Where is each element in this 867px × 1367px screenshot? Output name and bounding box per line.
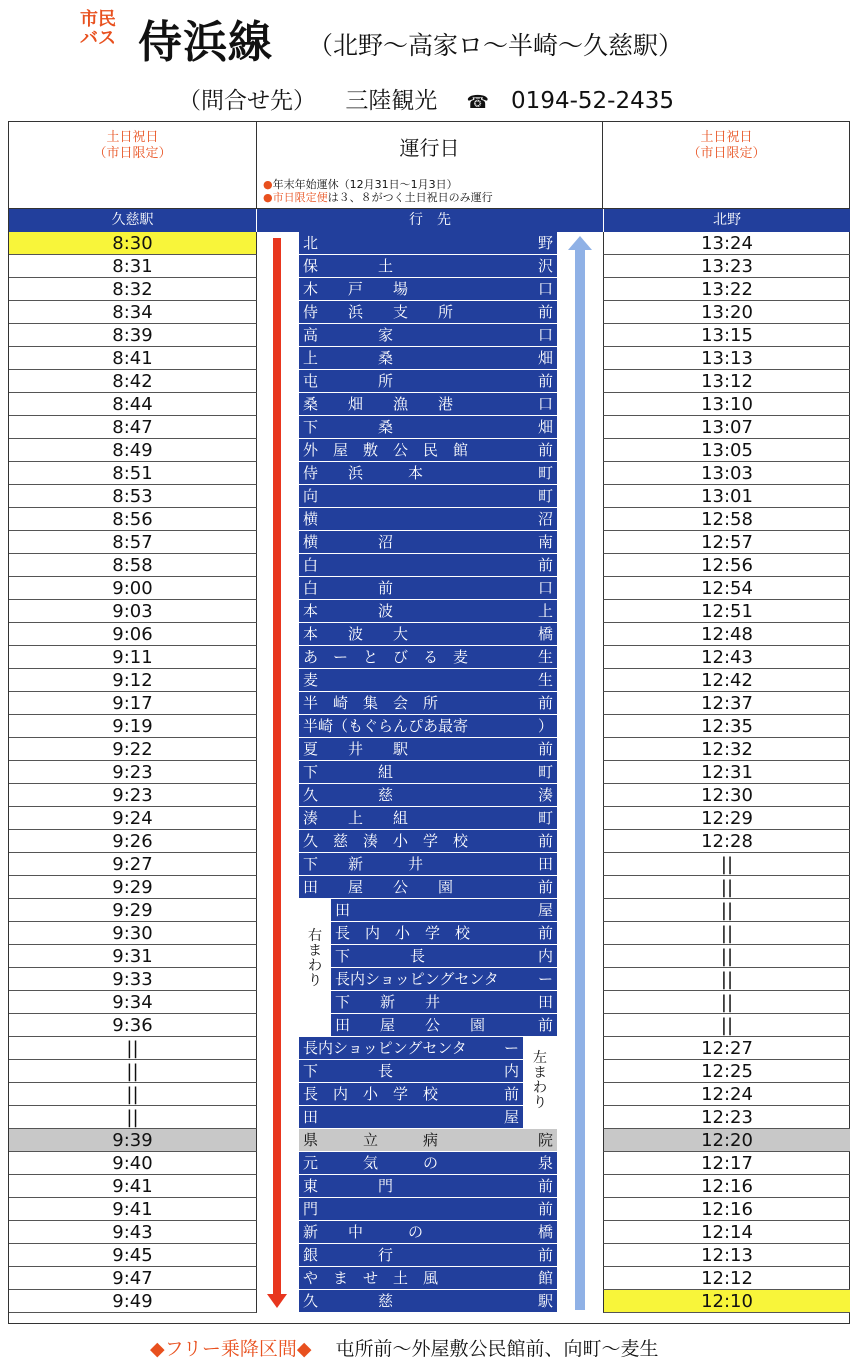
route-subtitle: （北野～高家ロ～半崎～久慈駅） [308, 31, 684, 60]
time-cell: 9:27 [9, 853, 257, 876]
time-cell: || [603, 1014, 850, 1037]
bus-stop-name-end: 口 [537, 579, 553, 597]
bus-stop-name-end: 口 [537, 280, 553, 298]
time-cell: 12:31 [603, 761, 850, 784]
bus-stop-name-end: 上 [537, 602, 553, 620]
time-cell: 9:00 [9, 577, 257, 600]
bus-stop-name: 侍 浜 支 所 [303, 303, 454, 321]
bus-stop-name-end: 内 [537, 947, 553, 965]
time-cell: 12:14 [603, 1221, 850, 1244]
bus-stop-name: 上 桑 [303, 349, 394, 367]
bus-stop-name-end: 前 [503, 1085, 519, 1103]
time-cell: 8:30 [9, 232, 257, 255]
bus-stop [299, 1129, 557, 1152]
bus-stop-name: 田 屋 公 園 [335, 1016, 486, 1034]
bus-stop [299, 784, 557, 807]
time-cell: 9:43 [9, 1221, 257, 1244]
time-cell: 12:56 [603, 554, 850, 577]
time-cell: 13:03 [603, 462, 850, 485]
right-day-note-limit: （市日限定） [687, 146, 766, 161]
up-direction-arrow [575, 250, 585, 1310]
bus-stop-name: 長 内 小 学 校 [303, 1085, 439, 1103]
bus-stop [299, 1267, 557, 1290]
bus-stop-name-end: 屋 [537, 901, 553, 919]
bus-stop-name-end: 田 [537, 855, 553, 873]
down-direction-arrow [273, 238, 281, 1296]
time-cell: 8:34 [9, 301, 257, 324]
logo-line-1: 市民 [80, 9, 116, 30]
bus-stop-name: 白 [303, 556, 319, 574]
time-cell: 13:01 [603, 485, 850, 508]
right-station-header: 北野 [603, 209, 850, 232]
bus-stop-name: 高 家 [303, 326, 394, 344]
time-cell: 9:06 [9, 623, 257, 646]
time-cell: 9:23 [9, 761, 257, 784]
time-cell: 9:33 [9, 968, 257, 991]
bus-stop-name-end: 口 [537, 395, 553, 413]
time-cell: 8:57 [9, 531, 257, 554]
bus-stop-name: 長 内 小 学 校 [335, 924, 471, 942]
time-cell: 8:42 [9, 370, 257, 393]
time-cell: 12:17 [603, 1152, 850, 1175]
bus-stop [331, 922, 557, 945]
bus-stop-name-end: 生 [537, 648, 553, 666]
bus-stop-name-end: 前 [537, 1246, 553, 1264]
bus-stop [299, 255, 557, 278]
left-column-header [9, 122, 257, 209]
bus-stop-name: 下 長 [303, 1062, 394, 1080]
bus-stop [299, 577, 557, 600]
destination-header: 行 先 [257, 209, 603, 232]
time-cell: || [603, 876, 850, 899]
bus-stop-name-end: 町 [537, 464, 553, 482]
bullet-icon: ● [263, 178, 273, 191]
bus-stop-name: 下 桑 [303, 418, 394, 436]
time-cell: 12:23 [603, 1106, 850, 1129]
left-day-note-limit: （市日限定） [93, 146, 172, 161]
time-cell: 12:54 [603, 577, 850, 600]
bus-stop-name-end: 前 [537, 556, 553, 574]
bus-stop [299, 1290, 557, 1313]
bus-stop [299, 669, 557, 692]
stop-list [299, 232, 557, 1313]
bus-stop [299, 1083, 523, 1106]
bus-stop-name-end: 町 [537, 487, 553, 505]
bus-stop-name: 長内ショッピングセンタ [303, 1039, 467, 1057]
time-cell: 12:13 [603, 1244, 850, 1267]
time-cell: 12:16 [603, 1198, 850, 1221]
bus-stop-name-end: 畑 [537, 418, 553, 436]
time-cell: || [603, 922, 850, 945]
bus-stop [299, 531, 557, 554]
time-cell: 8:39 [9, 324, 257, 347]
bus-stop [299, 623, 557, 646]
time-cell: 9:22 [9, 738, 257, 761]
contact-label: （問合せ先） [178, 88, 316, 114]
bus-stop-name: 半崎（もぐらんぴあ最寄 [303, 717, 469, 735]
bus-stop [331, 945, 557, 968]
time-cell: 9:36 [9, 1014, 257, 1037]
bullet-icon: ● [263, 191, 273, 204]
time-cell: 9:49 [9, 1290, 257, 1313]
time-cell: 8:31 [9, 255, 257, 278]
time-cell: 8:47 [9, 416, 257, 439]
bus-stop-name-end: 口 [537, 326, 553, 344]
bus-stop-name-end: 前 [537, 832, 553, 850]
time-cell: 8:56 [9, 508, 257, 531]
time-cell: 9:41 [9, 1198, 257, 1221]
bus-stop-name-end: 前 [537, 694, 553, 712]
bus-stop-name: 本 波 大 [303, 625, 409, 643]
bus-stop-name: 田 屋 公 園 [303, 878, 454, 896]
bus-stop [299, 715, 557, 738]
timetable [8, 121, 850, 1324]
bus-stop-name-end: 前 [537, 878, 553, 896]
bus-stop [299, 692, 557, 715]
time-cell: 9:26 [9, 830, 257, 853]
bus-stop [299, 807, 557, 830]
time-cell: 12:57 [603, 531, 850, 554]
time-cell: 9:41 [9, 1175, 257, 1198]
time-cell: 12:58 [603, 508, 850, 531]
contact-company: 三陸観光 [345, 88, 438, 114]
time-cell: 12:35 [603, 715, 850, 738]
bus-stop-name: 保 土 [303, 257, 394, 275]
bus-stop [299, 1244, 557, 1267]
time-cell: 12:43 [603, 646, 850, 669]
time-cell: 9:03 [9, 600, 257, 623]
bus-stop-name: 田 [303, 1108, 319, 1126]
time-cell: 9:29 [9, 876, 257, 899]
time-cell: 8:32 [9, 278, 257, 301]
bus-stop [299, 876, 557, 899]
bus-stop-name: 新 中 の [303, 1223, 424, 1241]
time-cell: 13:20 [603, 301, 850, 324]
bus-stop-name-end: 内 [503, 1062, 519, 1080]
right-day-note: 土日祝日 [700, 130, 753, 145]
time-cell: 9:45 [9, 1244, 257, 1267]
kitano-departure-times [603, 232, 850, 1313]
bus-stop-name-end: 館 [537, 1269, 553, 1287]
bus-stop-name: 下 長 [335, 947, 426, 965]
time-cell: 12:37 [603, 692, 850, 715]
time-cell: 13:13 [603, 347, 850, 370]
bus-stop [299, 301, 557, 324]
bus-stop-name: 久 慈 [303, 786, 394, 804]
bus-stop-name-end: 駅 [537, 1292, 553, 1310]
time-cell: 13:10 [603, 393, 850, 416]
bus-stop [331, 968, 557, 991]
bus-stop-name: あ ー と び る 麦 [303, 648, 469, 666]
bus-stop [299, 1221, 557, 1244]
bus-stop [331, 899, 557, 922]
time-cell: 9:39 [9, 1129, 257, 1152]
bus-stop-name-end: 町 [537, 763, 553, 781]
bus-stop-name: 麦 [303, 671, 319, 689]
bus-stop-name: 下 新 井 [303, 855, 424, 873]
free-boarding-label: ◆フリー乗降区間◆ [150, 1338, 312, 1360]
bus-stop-name: 半 崎 集 会 所 [303, 694, 439, 712]
time-cell: || [603, 968, 850, 991]
time-cell: 9:23 [9, 784, 257, 807]
time-cell: || [9, 1106, 257, 1129]
bus-stop-name: 田 [335, 901, 351, 919]
bus-stop-name-end: 田 [537, 993, 553, 1011]
free-boarding-text: 屯所前～外屋敷公民館前、向町～麦生 [335, 1338, 659, 1360]
time-cell: 9:47 [9, 1267, 257, 1290]
time-cell: 9:40 [9, 1152, 257, 1175]
right-column-header [603, 122, 850, 209]
time-cell: 13:22 [603, 278, 850, 301]
time-cell: || [9, 1037, 257, 1060]
time-cell: 8:53 [9, 485, 257, 508]
time-cell: 12:51 [603, 600, 850, 623]
bus-stop-name: 下 新 井 [335, 993, 441, 1011]
bus-stop-name-end: 前 [537, 1177, 553, 1195]
bus-stop-name: 門 [303, 1200, 319, 1218]
bus-stop-name-end: 生 [537, 671, 553, 689]
bus-stop [331, 1014, 557, 1037]
time-cell: 12:16 [603, 1175, 850, 1198]
time-cell: || [603, 991, 850, 1014]
route-title: 侍浜線 [138, 17, 273, 68]
time-cell: 8:51 [9, 462, 257, 485]
stop-list-area [257, 232, 603, 1324]
bus-stop [299, 508, 557, 531]
time-cell: 12:27 [603, 1037, 850, 1060]
bus-stop [299, 485, 557, 508]
bus-stop-name: 湊 上 組 [303, 809, 409, 827]
time-cell: 12:42 [603, 669, 850, 692]
time-cell: 9:29 [9, 899, 257, 922]
bus-stop [299, 1037, 523, 1060]
bus-stop-name: 県 立 病 [303, 1131, 439, 1149]
operation-notes [263, 178, 493, 204]
phone-number [467, 88, 696, 114]
time-cell: 13:23 [603, 255, 850, 278]
bus-stop-name: 外 屋 敷 公 民 館 [303, 441, 469, 459]
bus-stop-name: 横 沼 [303, 533, 394, 551]
time-cell: || [9, 1083, 257, 1106]
operation-days-header [257, 122, 603, 209]
bus-stop [299, 600, 557, 623]
time-cell: 12:30 [603, 784, 850, 807]
bus-stop [299, 232, 557, 255]
time-cell: || [603, 899, 850, 922]
time-cell: 8:58 [9, 554, 257, 577]
bus-stop [331, 991, 557, 1014]
bus-stop [299, 1152, 557, 1175]
bus-stop [299, 462, 557, 485]
time-cell: || [9, 1060, 257, 1083]
bus-stop-name: や ま せ 土 風 [303, 1269, 439, 1287]
bus-stop-name-end: 橋 [537, 1223, 553, 1241]
time-cell: 12:28 [603, 830, 850, 853]
time-cell: 12:12 [603, 1267, 850, 1290]
bus-stop [299, 1175, 557, 1198]
time-cell: 8:44 [9, 393, 257, 416]
bus-stop [299, 278, 557, 301]
bus-stop-name: 下 組 [303, 763, 394, 781]
operation-days-title: 運行日 [399, 136, 460, 160]
time-cell: 9:19 [9, 715, 257, 738]
bus-stop-name-end: 前 [537, 740, 553, 758]
bus-stop [299, 1106, 523, 1129]
contact-info [178, 82, 718, 115]
time-cell: 12:10 [603, 1290, 850, 1313]
kuji-departure-times [9, 232, 257, 1313]
time-cell: 8:49 [9, 439, 257, 462]
citizen-bus-logo [80, 10, 132, 48]
left-loop-label: 左 ま わ り [523, 1037, 557, 1129]
bus-stop-name-end: 前 [537, 1200, 553, 1218]
time-cell: 13:24 [603, 232, 850, 255]
left-station-header: 久慈駅 [9, 209, 257, 232]
left-day-note: 土日祝日 [106, 130, 159, 145]
bus-stop-name-end: ー [537, 970, 553, 988]
bus-stop [299, 1060, 523, 1083]
time-cell: 9:12 [9, 669, 257, 692]
phone-text: 0194-52-2435 [511, 88, 674, 114]
note-market-day-label: 市日限定便 [272, 191, 328, 204]
time-cell: 12:32 [603, 738, 850, 761]
time-cell: 9:17 [9, 692, 257, 715]
logo-line-2: バス [80, 28, 116, 49]
bus-stop [299, 646, 557, 669]
bus-stop-name: 白 前 [303, 579, 394, 597]
bus-stop [299, 853, 557, 876]
time-cell: || [603, 853, 850, 876]
note-new-year: 年末年始運休（12月31日～1月3日） [272, 178, 458, 191]
bus-stop-name-end: ） [537, 717, 553, 735]
bus-stop-name: 久 慈 [303, 1292, 394, 1310]
time-cell: 12:29 [603, 807, 850, 830]
phone-icon: ☎ [466, 92, 490, 113]
bus-stop-name-end: 泉 [537, 1154, 553, 1172]
bus-stop-name-end: 屋 [503, 1108, 519, 1126]
bus-stop-name-end: 湊 [537, 786, 553, 804]
time-cell: || [603, 945, 850, 968]
page-header [0, 0, 867, 118]
time-cell: 13:15 [603, 324, 850, 347]
bus-stop-name-end: 南 [537, 533, 553, 551]
bus-stop [299, 393, 557, 416]
bus-stop-name: 屯 所 [303, 372, 394, 390]
bus-stop-name-end: 沢 [537, 257, 553, 275]
bus-stop-name: 桑 畑 漁 港 [303, 395, 454, 413]
bus-stop [299, 370, 557, 393]
right-loop-label: 右 ま わ り [299, 899, 331, 1037]
time-cell: 9:24 [9, 807, 257, 830]
time-cell: 12:25 [603, 1060, 850, 1083]
time-cell: 9:11 [9, 646, 257, 669]
bus-stop-name-end: 町 [537, 809, 553, 827]
bus-stop-name: 横 [303, 510, 319, 528]
bus-stop-name-end: 野 [537, 234, 553, 252]
bus-stop-name: 侍 浜 本 [303, 464, 424, 482]
time-cell: 9:30 [9, 922, 257, 945]
free-boarding-info [150, 1334, 659, 1361]
bus-stop-name-end: 前 [537, 303, 553, 321]
time-cell: 13:07 [603, 416, 850, 439]
bus-stop-name: 長内ショッピングセンタ [335, 970, 499, 988]
time-cell: 13:05 [603, 439, 850, 462]
bus-stop [299, 738, 557, 761]
time-cell: 13:12 [603, 370, 850, 393]
bus-stop [299, 554, 557, 577]
bus-stop-name-end: 院 [537, 1131, 553, 1149]
bus-stop-name-end: 前 [537, 441, 553, 459]
bus-stop-name-end: 沼 [537, 510, 553, 528]
time-cell: 12:24 [603, 1083, 850, 1106]
bus-stop-name: 木 戸 場 [303, 280, 409, 298]
bus-stop-name: 銀 行 [303, 1246, 394, 1264]
bus-stop-name: 本 波 [303, 602, 394, 620]
bus-stop-name-end: 前 [537, 924, 553, 942]
time-cell: 12:20 [603, 1129, 850, 1152]
bus-stop-name-end: 畑 [537, 349, 553, 367]
bus-stop-name: 向 [303, 487, 319, 505]
bus-stop-name: 北 [303, 234, 319, 252]
bus-stop-name: 夏 井 駅 [303, 740, 409, 758]
bus-stop [299, 761, 557, 784]
bus-stop [299, 1198, 557, 1221]
bus-stop [299, 416, 557, 439]
bus-stop-name-end: 橋 [537, 625, 553, 643]
bus-stop-name-end: 前 [537, 1016, 553, 1034]
bus-stop-name: 東 門 [303, 1177, 394, 1195]
time-cell: 9:31 [9, 945, 257, 968]
bus-stop-name: 元 気 の [303, 1154, 439, 1172]
bus-stop-name-end: 前 [537, 372, 553, 390]
note-market-day-text: は３、８がつく土日祝日のみ運行 [327, 191, 493, 204]
time-cell: 9:34 [9, 991, 257, 1014]
bus-stop-name: 久 慈 湊 小 学 校 [303, 832, 469, 850]
time-cell: 8:41 [9, 347, 257, 370]
bus-stop [299, 324, 557, 347]
bus-stop-name-end: ー [503, 1039, 519, 1057]
time-cell: 12:48 [603, 623, 850, 646]
bus-stop [299, 830, 557, 853]
bus-stop [299, 439, 557, 462]
bus-stop [299, 347, 557, 370]
